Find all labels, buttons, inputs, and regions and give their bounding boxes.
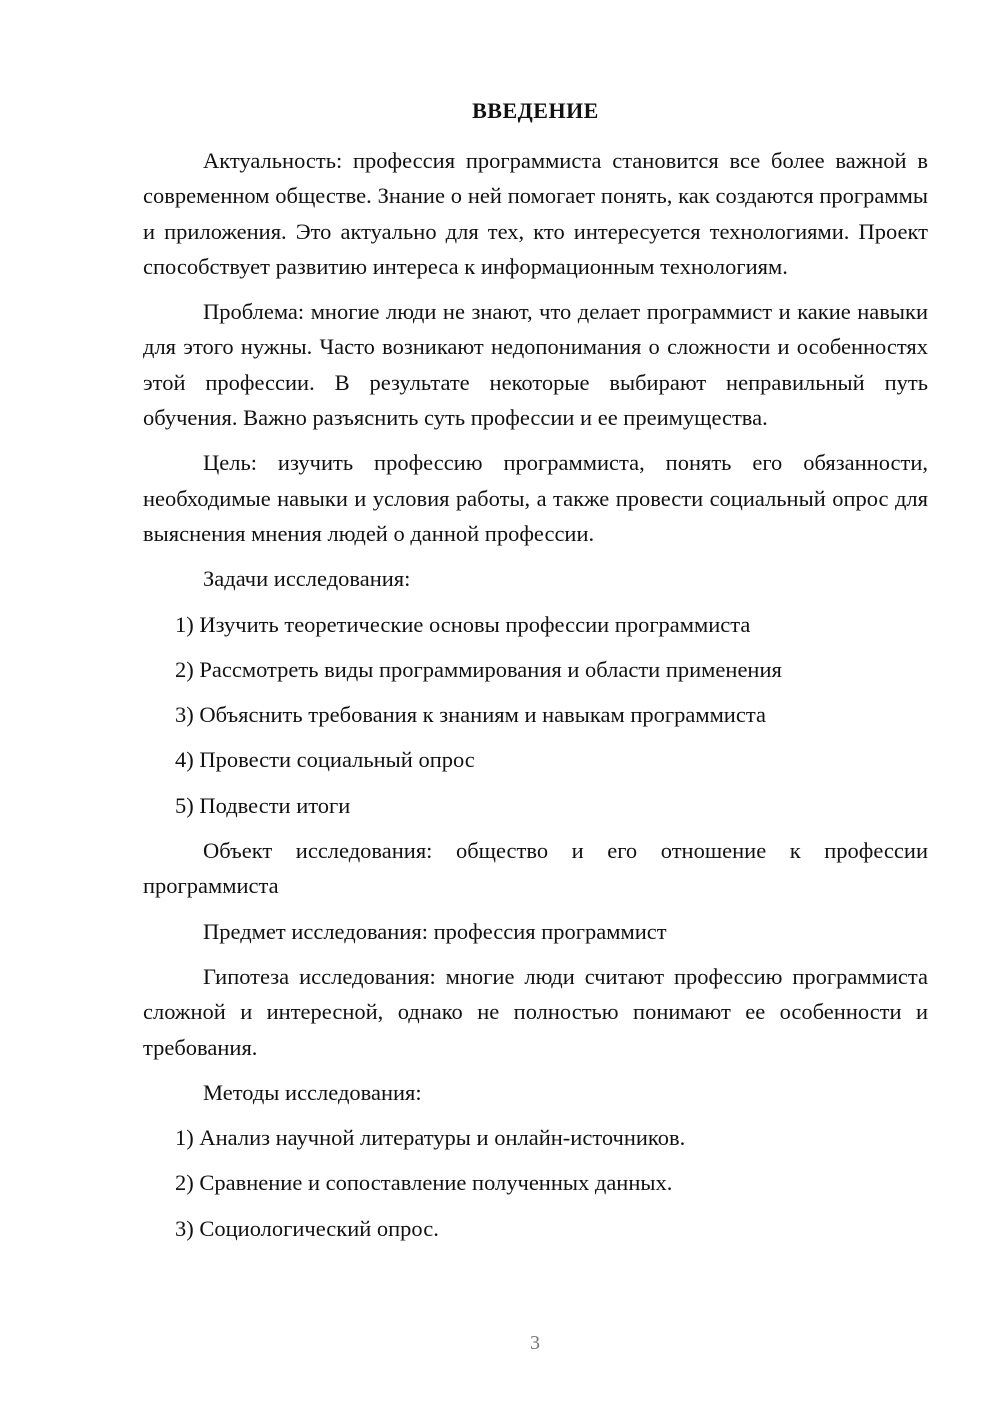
method-item-3: 3) Социологический опрос. <box>175 1215 439 1241</box>
task-item-4: 4) Провести социальный опрос <box>175 747 475 773</box>
problem-paragraph: Проблема: многие люди не знают, что делает программист и какие навыки для этого нужны. Часто возникают недопонимания о сложности и особенностях этой профессии. В результате некоторые выбирают неправильный путь обучения. Важно разъяснить суть профессии и ее преимущества. <box>143 299 928 431</box>
page-title: ВВЕДЕНИЕ <box>472 98 599 123</box>
tasks-heading: Задачи исследования: <box>203 566 411 592</box>
document-body <box>143 143 928 1256</box>
task-item-2: 2) Рассмотреть виды программирования и области применения <box>175 656 782 682</box>
methods-heading: Методы исследования: <box>203 1079 422 1105</box>
object-paragraph: Объект исследования: общество и его отношение к профессии программиста <box>143 838 928 899</box>
goal-paragraph: Цель: изучить профессию программиста, понять его обязанности, необходимые навыки и условия работы, а также провести социальный опрос для выяснения мнения людей о данной профессии. <box>143 450 928 546</box>
method-item-2: 2) Сравнение и сопоставление полученных данных. <box>175 1170 673 1196</box>
task-item-3: 3) Объяснить требования к знаниям и навыкам программиста <box>175 702 766 728</box>
task-item-5: 5) Подвести итоги <box>175 792 351 818</box>
task-item-1: 1) Изучить теоретические основы профессии программиста <box>175 611 751 637</box>
relevance-paragraph: Актуальность: профессия программиста становится все более важной в современном обществе. Знание о ней помогает понять, как создаются программы и приложения. Это актуально для тех, кто интересуется технологиями. Проект способствует развитию интереса к информационным технологиям. <box>143 148 928 279</box>
subject-paragraph: Предмет исследования: профессия программист <box>203 918 667 944</box>
page-number: 3 <box>530 1332 540 1354</box>
hypothesis-paragraph: Гипотеза исследования: многие люди считают профессию программиста сложной и интересной, однако не полностью понимают ее особенности и требования. <box>143 963 928 1060</box>
method-item-1: 1) Анализ научной литературы и онлайн-источников. <box>175 1125 686 1151</box>
